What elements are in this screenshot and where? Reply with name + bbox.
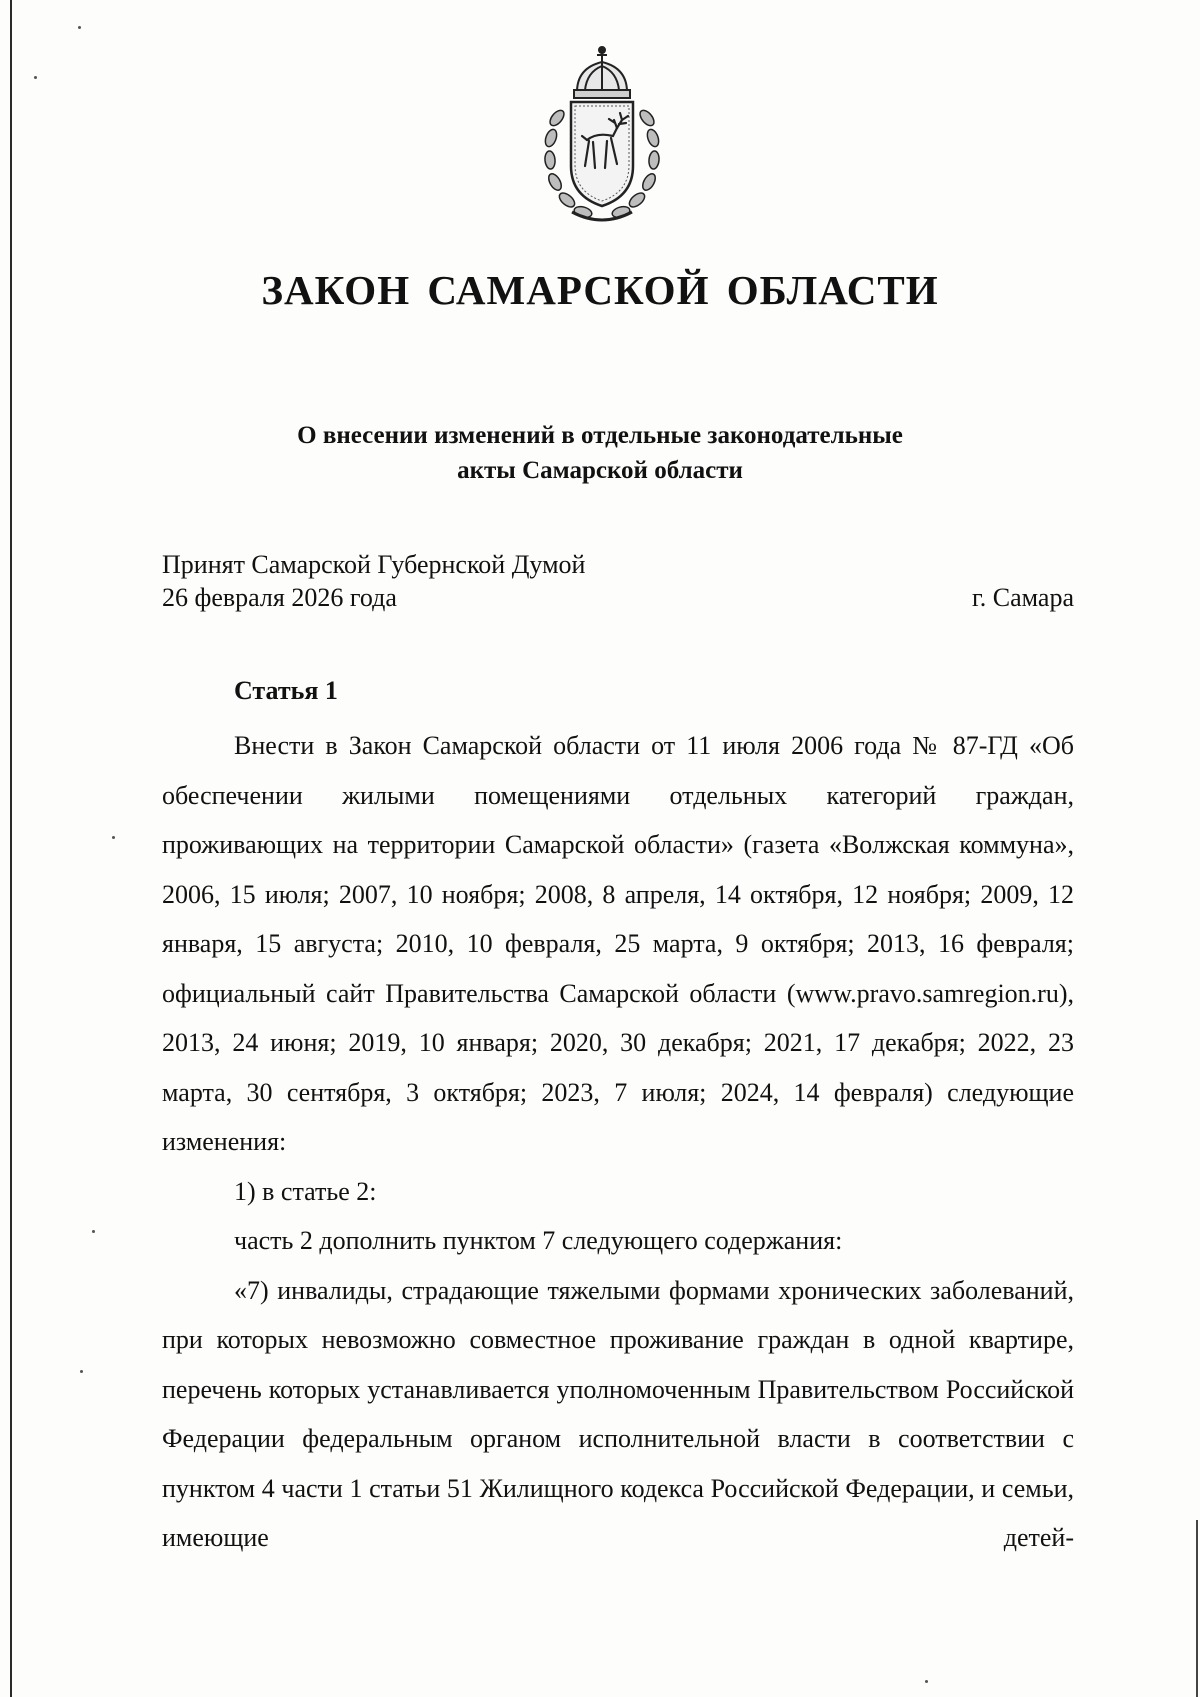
- coat-of-arms-emblem: [527, 40, 677, 230]
- law-title: ЗАКОН САМАРСКОЙ ОБЛАСТИ: [261, 267, 939, 313]
- article-paragraph: «7) инвалиды, страдающие тяжелыми формами хронических заболеваний, при которых невозможно совместное проживание граждан в одной квартире, перечень которых устанавливается уполномоченным Правительством Российской Федерации федеральным органом исполнительной власти в соответствии с пунктом 4 части 1 статьи 51 Жилищного кодекса Российской Федерации, и семьи, имеющие детей-: [162, 1275, 1074, 1552]
- law-subtitle: [0, 418, 1200, 488]
- coat-of-arms: [527, 40, 677, 230]
- article-body: [162, 721, 1074, 1563]
- adoption-date: 26 февраля 2026 года: [162, 583, 397, 612]
- scan-edge-right: [1196, 1520, 1198, 1697]
- law-subtitle-line2: акты Самарской области: [457, 457, 743, 484]
- scan-speck: [34, 76, 37, 79]
- scan-edge-left: [10, 0, 12, 1697]
- scan-speck: [80, 1370, 83, 1373]
- adoption-body: Принят Самарской Губернской Думой: [162, 550, 586, 579]
- law-subtitle-line1: О внесении изменений в отдельные законодательные: [297, 422, 903, 449]
- article-paragraph: 1) в статье 2:: [234, 1176, 377, 1206]
- scan-speck: [112, 836, 115, 839]
- adoption-info: [162, 548, 585, 614]
- article-heading: Статья 1: [234, 676, 338, 705]
- scan-speck: [78, 26, 81, 29]
- article-paragraph: часть 2 дополнить пунктом 7 следующего содержания:: [234, 1226, 843, 1255]
- scan-speck: [925, 1680, 928, 1683]
- article-paragraph: Внести в Закон Самарской области от 11 июля 2006 года № 87-ГД «Об обеспечении жилыми помещениями отдельных категорий граждан, проживающих на территории Самарской области» (газета «Волжская коммуна», 2006, 15 июля; 2007, 10 ноября; 2008, 8 апреля, 14 октября, 12 ноября; 2009, 12 января, 15 августа; 2010, 10 февраля, 25 марта, 9 октября; 2013, 16 февраля; официальный сайт Правительства Самарской области (www.pravo.samregion.ru), 2013, 24 июня; 2019, 10 января; 2020, 30 декабря; 2021, 17 декабря; 2022, 23 марта, 30 сентября, 3 октября; 2023, 7 июля; 2024, 14 февраля) следующие изменения:: [162, 731, 1074, 1156]
- scan-speck: [92, 1230, 95, 1233]
- adoption-city: г. Самара: [972, 583, 1074, 612]
